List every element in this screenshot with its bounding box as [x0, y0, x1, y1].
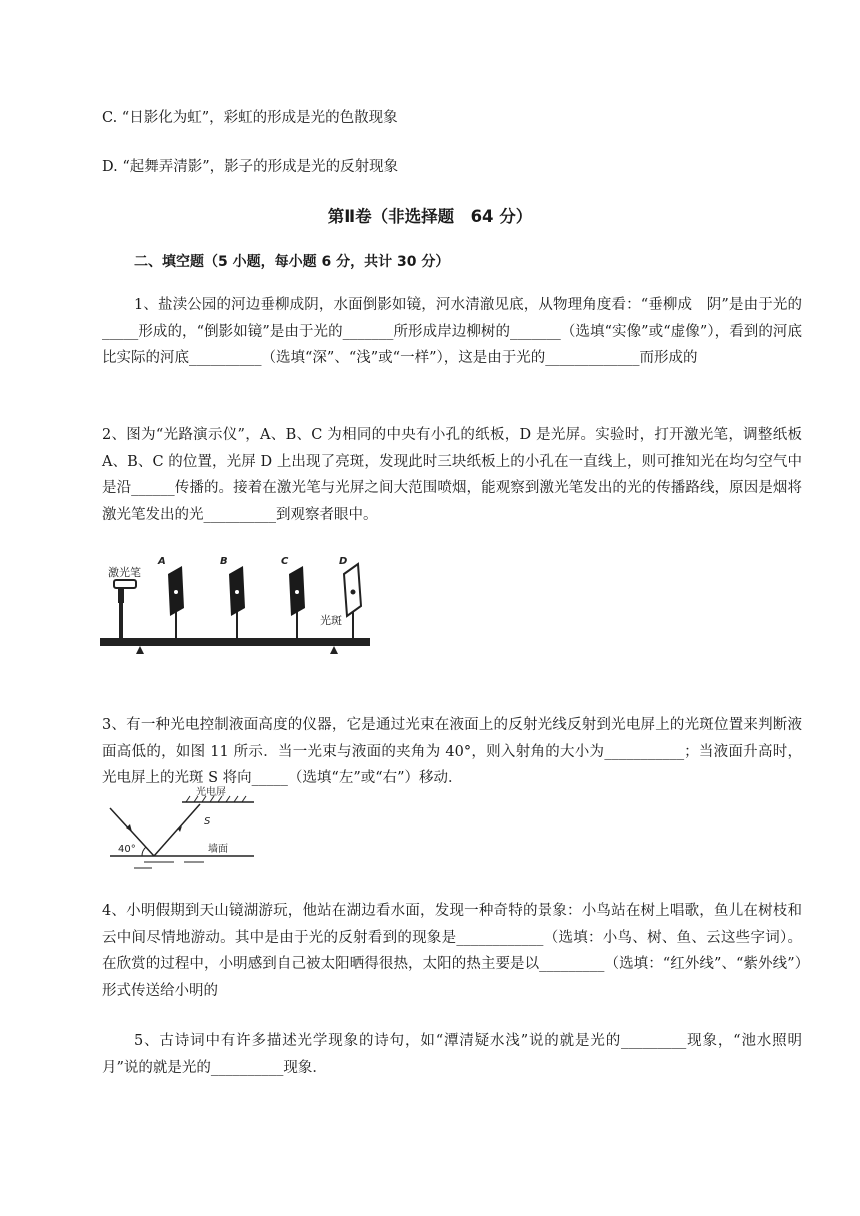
light-path-figure [100, 552, 372, 658]
board-b-label: B [220, 556, 228, 567]
photo-screen-label: 光电屏 [196, 787, 226, 798]
question-3: 3、有一种光电控制液面高度的仪器，它是通过光束在液面上的反射光线反射到光电屏上的光斑位置来判断液面高低的，如图 11 所示．当一光束与液面的夹角为 40°，则入射角的大小为___________；当液面升高时，光电屏上的光斑 S 将向_____（选填“左”或“右”）移动． [102, 717, 802, 786]
laser-label: 激光笔 [108, 566, 141, 579]
board-c-label: C [281, 556, 289, 567]
board-a-label: A [158, 556, 166, 567]
question-4: 4、小明假期到天山镜湖游玩，他站在湖边看水面，发现一种奇特的景象：小鸟站在树上唱歌，鱼儿在树枝和云中间尽情地游动。其中是由于光的反射看到的现象是____________（选填：小鸟、树、鱼、云这些字词）。在欣赏的过程中，小明感到自己被太阳晒得很热，太阳的热主要是以_________（选填：“红外线”、“紫外线”）形式传送给小明的 [102, 903, 802, 999]
section-heading: 二、填空题（5 小题，每小题 6 分，共计 30 分） [134, 254, 450, 270]
question-2: 2、图为“光路演示仪”，A、B、C 为相同的中央有小孔的纸板，D 是光屏。实验时，打开激光笔，调整纸板 A、B、C 的位置，光屏 D 上出现了亮斑，发现此时三块纸板上的小孔在一直线上，则可推知光在均匀空气中是沿______传播的。接着在激光笔与光屏之间大范围喷烟，能观察到激光笔发出的光的传播路线，原因是烟将激光笔发出的光__________到观察者眼中。 [102, 427, 802, 523]
option-c: C. “日影化为虹”，彩虹的形成是光的色散现象 [102, 110, 398, 126]
spot-s-label: S [204, 816, 211, 827]
angle-label: 40° [118, 844, 136, 855]
part-title: 第Ⅱ卷（非选择题 64 分） [327, 207, 533, 226]
question-1: 1、盐渎公园的河边垂柳成阴，水面倒影如镜，河水清澈见底，从物理角度看：“垂柳成 阴”是由于光的_____形成的，“倒影如镜”是由于光的_______所形成岸边柳树的_______（选填“实像”或“虚像”），看到的河底比实际的河底__________（选填“深”、“浅”或“一样”），这是由于光的_____________而形成的 [102, 297, 802, 366]
option-d: D. “起舞弄清影”，影子的形成是光的反射现象 [102, 159, 399, 175]
spot-label: 光斑 [320, 614, 342, 627]
liquid-label: 墙面 [208, 844, 228, 855]
question-5: 5、古诗词中有许多描述光学现象的诗句，如“潭清疑水浅”说的就是光的_________现象，“池水照明月”说的就是光的__________现象． [102, 1033, 802, 1076]
reflection-figure [104, 786, 272, 876]
screen-d-label: D [339, 556, 348, 567]
